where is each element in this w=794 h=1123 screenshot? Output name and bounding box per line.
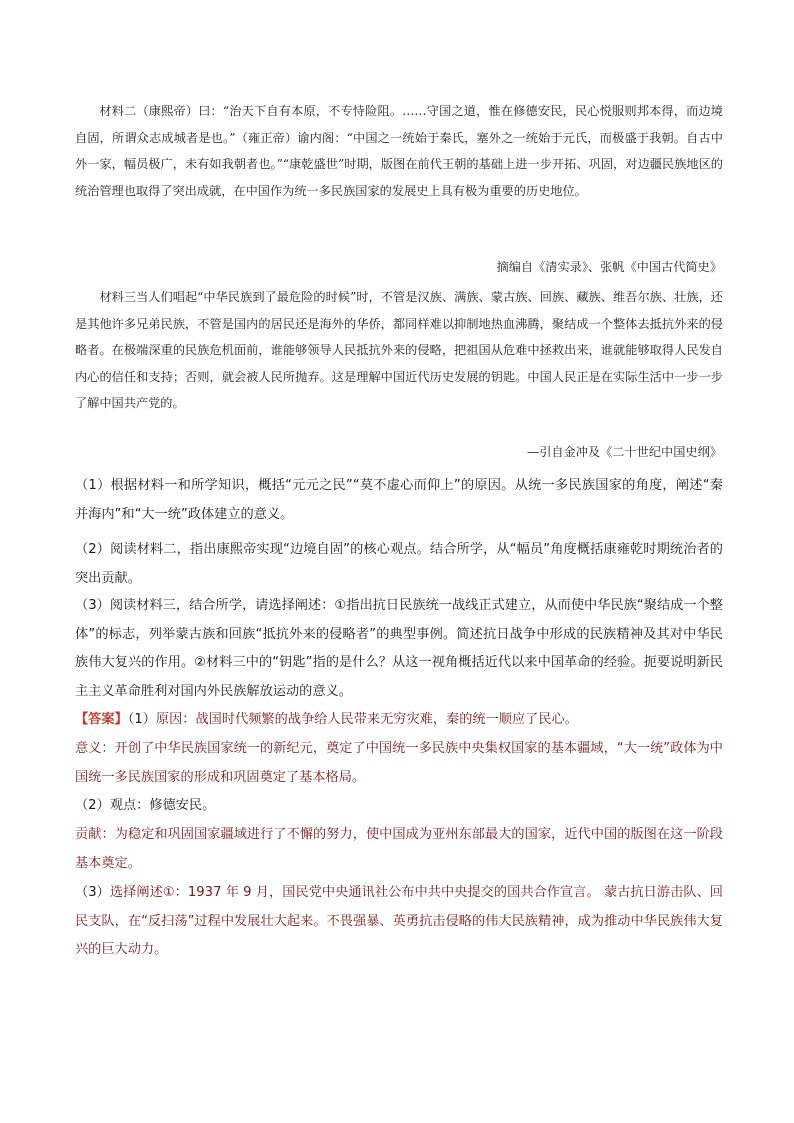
- material-two-text: 材料二（康熙帝）曰：“治天下自有本原，不专恃险阻。……守国之道，惟在修德安民，民心悦服则邦本得，而边境自固，所谓众志成城者是也。”（雍正帝）谕内阁：“中国之一统始于秦氏，塞外之一统始于元氏，而极盛于我朝。自古中外一家，幅员极广，未有如我朝者也。”“康乾盛世”时期，版图在前代王朝的基础上进一步开拓、巩固，对边疆民族地区的统治管理也取得了突出成就，在中国作为统一多民族国家的发展史上具有极为重要的历史地位。: [75, 104, 723, 198]
- answer-3-line: [75, 879, 723, 965]
- answer-2-view-line: [75, 792, 723, 821]
- answer-2-number: （2）: [75, 798, 110, 813]
- answer-3-text: 选择阐述①：1937 年 9 月，国民党中央通讯社公布中共中央提交的国共合作宣言。 蒙古抗日游击队、回民支队，在“反扫荡”过程中发展壮大起来。不畏强暴、英勇抗击侵略的伟大民族精神，成为推动中华民族伟大复兴的巨大动力。: [75, 885, 723, 957]
- question-3: （3）阅读材料三，结合所学，请选择阐述：①指出抗日民族统一战线正式建立，从而使中华民族“聚结成一个整体”的标志，列举蒙古族和回族“抵抗外来的侵略者”的典型事例。简述抗日战争中形成的民族精神及其对中华民族伟大复兴的作用。②材料三中的“钥匙”指的是什么？从这一视角概括近代以来中国革命的经验。扼要说明新民主主义革命胜利对国内外民族解放运动的意义。: [75, 598, 723, 699]
- answer-1-reason: 原因：战国时代频繁的战争给人民带来无穷灾难，秦的统一顺应了民心。: [155, 712, 578, 727]
- answer-tag: 【答案】: [75, 712, 128, 727]
- answer-1-number: （1）: [127, 712, 156, 727]
- answer-1-meaning: 意义：开创了中华民族国家统一的新纪元，奠定了中国统一多民族中央集权国家的基本疆域，“大一统”政体为中国统一多民族国家的形成和巩固奠定了基本格局。: [75, 741, 723, 785]
- material-three-text: 材料三当人们唱起“中华民族到了最危险的时候”时，不管是汉族、满族、蒙古族、回族、藏族、维吾尔族、壮族，还是其他许多兄弟民族，不管是国内的居民还是海外的华侨，都同样难以抑制地热血沸腾，聚结成一个整体去抵抗外来的侵略者。在极端深重的民族危机面前，谁能够领导人民抵抗外来的侵略，把祖国从危难中拯救出来，谁就能够取得人民发自内心的信任和支持；否则，就会被人民所抛弃。这是理解中国近代历史发展的钥匙。中国人民正是在实际生活中一步一步了解中国共产党的。: [75, 290, 723, 410]
- answer-2-contribution: 贡献：为稳定和巩固国家疆域进行了不懈的努力，使中国成为亚州东部最大的国家，近代中国的版图在这一阶段基本奠定。: [75, 827, 723, 871]
- question-2: （2）阅读材料二，指出康熙帝实现“边境自固”的核心观点。结合所学，从“幅员”角度概括康雍乾时期统治者的突出贡献。: [75, 542, 723, 586]
- answer-3-number: （3）: [75, 885, 110, 900]
- material-two-source: 摘编自《清实录》、张帆《中国古代简史》: [496, 260, 722, 274]
- material-three-source: —引自金冲及《二十世纪中国史纲》: [527, 445, 722, 459]
- answer-1-reason-line: [75, 706, 723, 735]
- question-1: （1）根据材料一和所学知识，概括“元元之民”“莫不虚心而仰上”的原因。从统一多民族国家的角度，阐述“秦并海内”和“大一统”政体建立的意义。: [75, 478, 723, 522]
- answer-2-view: 观点：修德安民。: [109, 798, 216, 813]
